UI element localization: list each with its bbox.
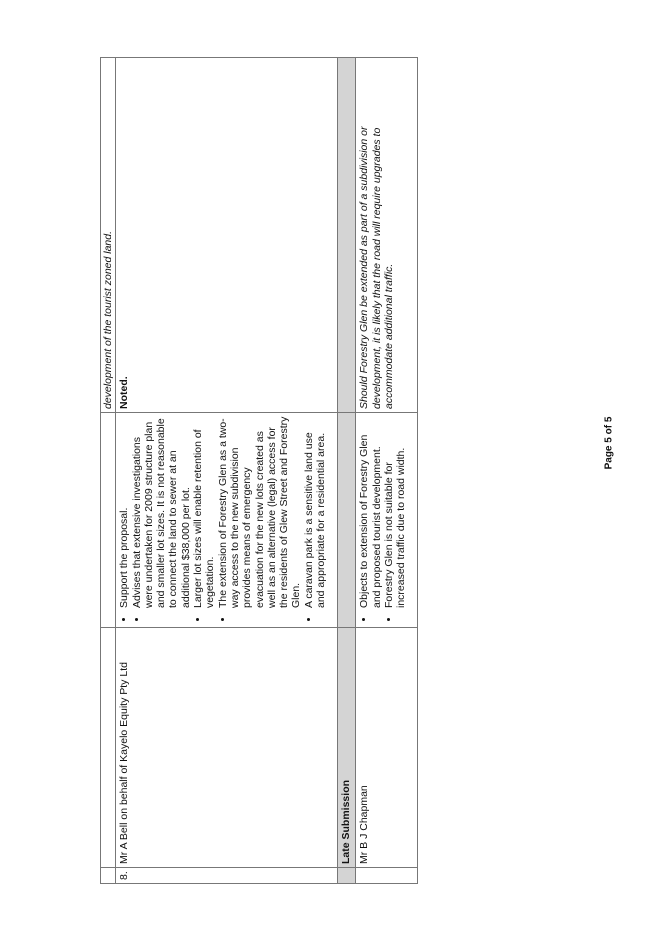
heading-empty-cell bbox=[338, 58, 356, 413]
late-submission-heading: Late Submission bbox=[338, 628, 356, 868]
submission-points-list bbox=[358, 416, 407, 624]
heading-empty-cell bbox=[338, 413, 356, 628]
continuation-response: development of the tourist zoned land. bbox=[101, 58, 116, 413]
row-number bbox=[356, 868, 418, 884]
list-item: • Objects to extension of Forestry Glen and proposed tourist development. bbox=[358, 416, 383, 608]
continuation-points-cell bbox=[101, 413, 116, 628]
list-item: • A caravan park is a sensitive land use and appropriate for a residential area. bbox=[303, 416, 328, 608]
continuation-number-cell bbox=[101, 868, 116, 884]
list-item: • Larger lot sizes will enable retention of vegetation. bbox=[192, 416, 217, 608]
heading-spacer-cell bbox=[338, 868, 356, 884]
submission-points bbox=[116, 413, 338, 628]
submitter-name: Mr B J Chapman bbox=[356, 628, 418, 868]
submissions-table-rotated bbox=[100, 58, 418, 884]
list-item: • Support the proposal. bbox=[118, 416, 130, 608]
list-item: • Forestry Glen is not suitable for increased traffic due to road width. bbox=[383, 416, 408, 608]
list-item: • The extension of Forestry Glen as a two-way access to the new subdivision provides means of emergency evacuation for the new lots created as well as an alternative (legal) access for the residents of Glew Street and Forestry Glen. bbox=[217, 416, 303, 608]
officer-response: Should Forestry Glen be extended as part of a subdivision or development, it is likely that the road will require upgrades to accommodate additional traffic. bbox=[356, 58, 418, 413]
continuation-submitter-cell bbox=[101, 628, 116, 868]
submission-points-list bbox=[118, 416, 327, 624]
submission-row-8 bbox=[116, 58, 338, 884]
page-number: Page 5 of 5 bbox=[603, 416, 615, 470]
submissions-table bbox=[100, 57, 418, 884]
submitter-name: Mr A Bell on behalf of Kayelo Equity Pty Ltd bbox=[116, 628, 338, 868]
row-number: 8. bbox=[116, 868, 338, 884]
officer-response: Noted. bbox=[116, 58, 338, 413]
submission-points bbox=[356, 413, 418, 628]
submission-row-late bbox=[356, 58, 418, 884]
continuation-row bbox=[101, 58, 116, 884]
list-item: • Advises that extensive investigations were undertaken for 2009 structure plan and smaller lot sizes. It is not reasonable to connect the land to sewer at an additional $38,000 per lot. bbox=[131, 416, 192, 608]
section-heading-row bbox=[338, 58, 356, 884]
